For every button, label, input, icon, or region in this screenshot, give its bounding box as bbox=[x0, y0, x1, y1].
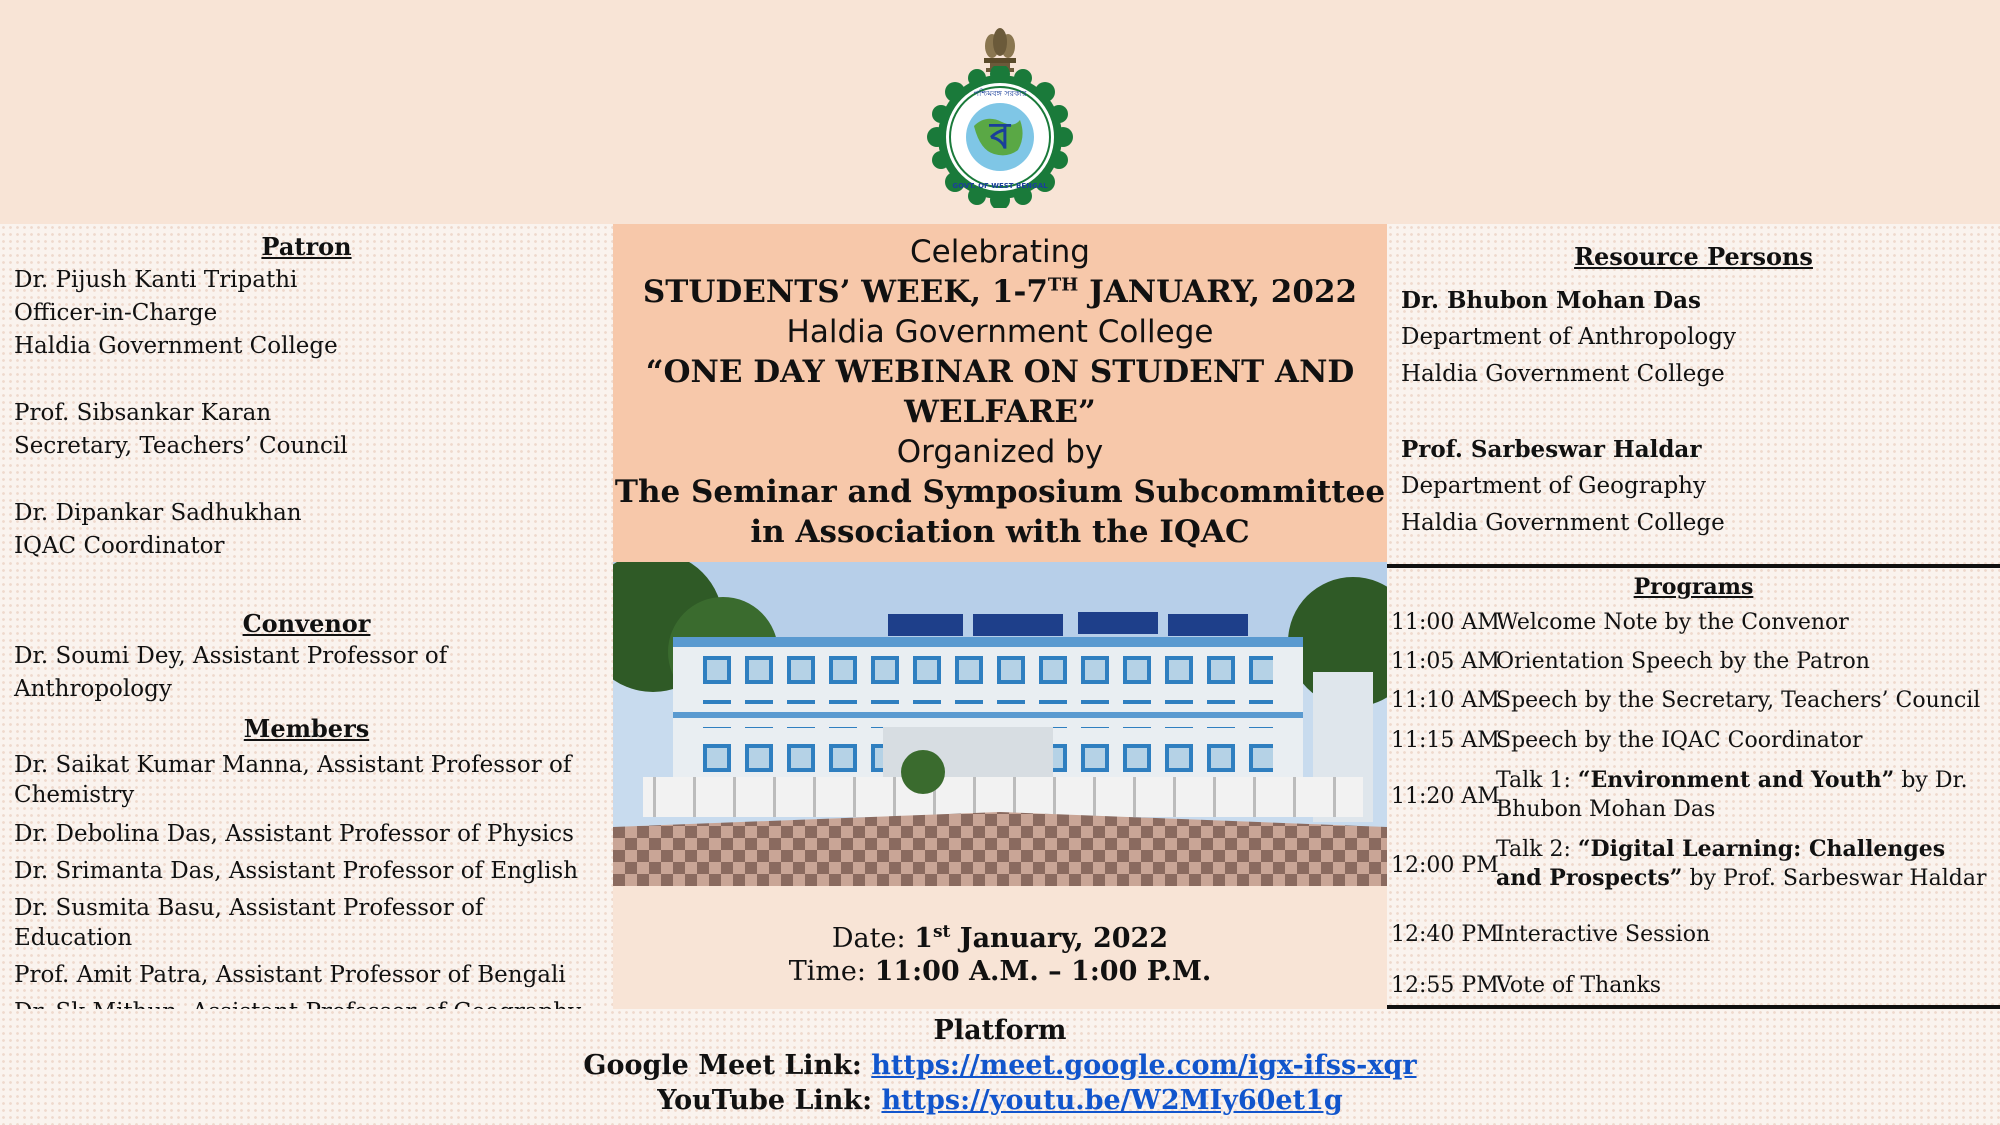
google-meet-line bbox=[0, 1050, 2000, 1081]
college-name: Haldia Government College bbox=[786, 314, 1214, 350]
resource-person-name: Prof. Sarbeswar Haldar bbox=[1401, 436, 1702, 463]
program-time: 11:20 AM bbox=[1391, 784, 1500, 809]
member-item: Dr. Debolina Das, Assistant Professor of Physics bbox=[14, 821, 574, 847]
organizer-line2: in Association with the IQAC bbox=[750, 514, 1250, 550]
resource-person-college: Haldia Government College bbox=[1401, 510, 1725, 536]
program-desc: Talk 2: “Digital Learning: Challenges and Prospects” by Prof. Sarbeswar Haldar bbox=[1496, 836, 1987, 891]
program-time: 12:00 PM bbox=[1391, 853, 1499, 878]
programs-table bbox=[1387, 564, 2000, 1009]
patron-designation: Officer-in-Charge bbox=[14, 300, 218, 326]
event-header bbox=[613, 224, 1387, 562]
youtube-label: YouTube Link: bbox=[657, 1085, 882, 1116]
patron-name: Dr. Pijush Kanti Tripathi bbox=[14, 267, 298, 293]
members-heading: Members bbox=[243, 714, 370, 743]
program-desc: Welcome Note by the Convenor bbox=[1496, 610, 1849, 635]
youtube-link[interactable]: https://youtu.be/W2MIy60et1g bbox=[881, 1085, 1343, 1116]
committee-panel bbox=[0, 224, 613, 1009]
programs-heading: Programs bbox=[1633, 574, 1754, 600]
patron-heading: Patron bbox=[261, 232, 352, 261]
webinar-title-line1: “ONE DAY WEBINAR ON STUDENT AND bbox=[645, 354, 1355, 390]
webinar-title-line2: WELFARE” bbox=[904, 394, 1096, 430]
platform-heading: Platform bbox=[933, 1015, 1067, 1046]
resource-person-college: Haldia Government College bbox=[1401, 361, 1725, 387]
google-meet-link[interactable]: https://meet.google.com/igx-ifss-xqr bbox=[871, 1050, 1417, 1081]
resource-person-dept: Department of Geography bbox=[1401, 473, 1706, 499]
program-time: 11:15 AM bbox=[1391, 728, 1500, 753]
program-desc: Orientation Speech by the Patron bbox=[1496, 649, 1870, 674]
iqac-details bbox=[14, 497, 604, 563]
platform-section bbox=[0, 1009, 2000, 1125]
program-time: 11:05 AM bbox=[1391, 649, 1500, 674]
secretary-details bbox=[14, 397, 604, 463]
convenor-heading: Convenor bbox=[242, 609, 371, 638]
program-desc: Speech by the Secretary, Teachers’ Council bbox=[1496, 688, 1981, 713]
program-time: 12:40 PM bbox=[1391, 922, 1499, 947]
program-desc: Vote of Thanks bbox=[1496, 973, 1662, 998]
iqac-designation: IQAC Coordinator bbox=[14, 533, 225, 559]
secretary-designation: Secretary, Teachers’ Council bbox=[14, 433, 348, 459]
program-desc: Interactive Session bbox=[1496, 922, 1711, 947]
svg-text:GOVT. OF WEST BENGAL: GOVT. OF WEST BENGAL bbox=[952, 182, 1048, 190]
date-time-box bbox=[613, 886, 1387, 1009]
members-list bbox=[14, 750, 604, 1027]
resource-person-2 bbox=[1401, 431, 1991, 542]
resource-persons-heading: Resource Persons bbox=[1574, 242, 1813, 271]
resource-person-dept: Department of Anthropology bbox=[1401, 324, 1736, 350]
patron-details bbox=[14, 264, 604, 363]
google-meet-label: Google Meet Link: bbox=[583, 1050, 872, 1081]
event-date: Date: 1st January, 2022 bbox=[831, 922, 1169, 954]
patron-institution: Haldia Government College bbox=[14, 333, 338, 359]
resource-person-name: Dr. Bhubon Mohan Das bbox=[1401, 287, 1701, 314]
college-building-photo bbox=[613, 562, 1387, 886]
students-week-title: STUDENTS’ WEEK, 1-7TH JANUARY, 2022 bbox=[642, 274, 1358, 310]
resource-person-1 bbox=[1401, 282, 1991, 393]
member-item: Prof. Amit Patra, Assistant Professor of Bengali bbox=[14, 962, 566, 988]
member-item: Dr. Srimanta Das, Assistant Professor of English bbox=[14, 858, 579, 884]
youtube-line bbox=[0, 1085, 2000, 1116]
organized-by-text: Organized by bbox=[896, 434, 1104, 470]
program-time: 11:00 AM bbox=[1391, 610, 1500, 635]
svg-text:ব: ব bbox=[989, 116, 1011, 157]
secretary-name: Prof. Sibsankar Karan bbox=[14, 400, 272, 426]
program-desc: Talk 1: “Environment and Youth” by Dr. Bhubon Mohan Das bbox=[1496, 767, 1968, 822]
svg-text:পশ্চিমবঙ্গ সরকার: পশ্চিমবঙ্গ সরকার bbox=[973, 89, 1027, 98]
member-item: Dr. Saikat Kumar Manna, Assistant Professor of Chemistry bbox=[14, 752, 572, 808]
iqac-name: Dr. Dipankar Sadhukhan bbox=[14, 500, 302, 526]
resource-programs-panel bbox=[1387, 224, 2000, 1009]
event-time: Time: 11:00 A.M. – 1:00 P.M. bbox=[788, 956, 1212, 987]
member-item: Dr. Susmita Basu, Assistant Professor of Education bbox=[14, 895, 484, 951]
organizer-line1: The Seminar and Symposium Subcommittee bbox=[614, 474, 1386, 510]
celebrating-text: Celebrating bbox=[910, 234, 1090, 270]
convenor-name: Dr. Soumi Dey, Assistant Professor of Anthropology bbox=[14, 643, 448, 702]
west-bengal-seal-icon bbox=[922, 66, 1078, 208]
program-time: 11:10 AM bbox=[1391, 688, 1500, 713]
program-desc: Speech by the IQAC Coordinator bbox=[1496, 728, 1863, 753]
program-time: 12:55 PM bbox=[1391, 973, 1499, 998]
